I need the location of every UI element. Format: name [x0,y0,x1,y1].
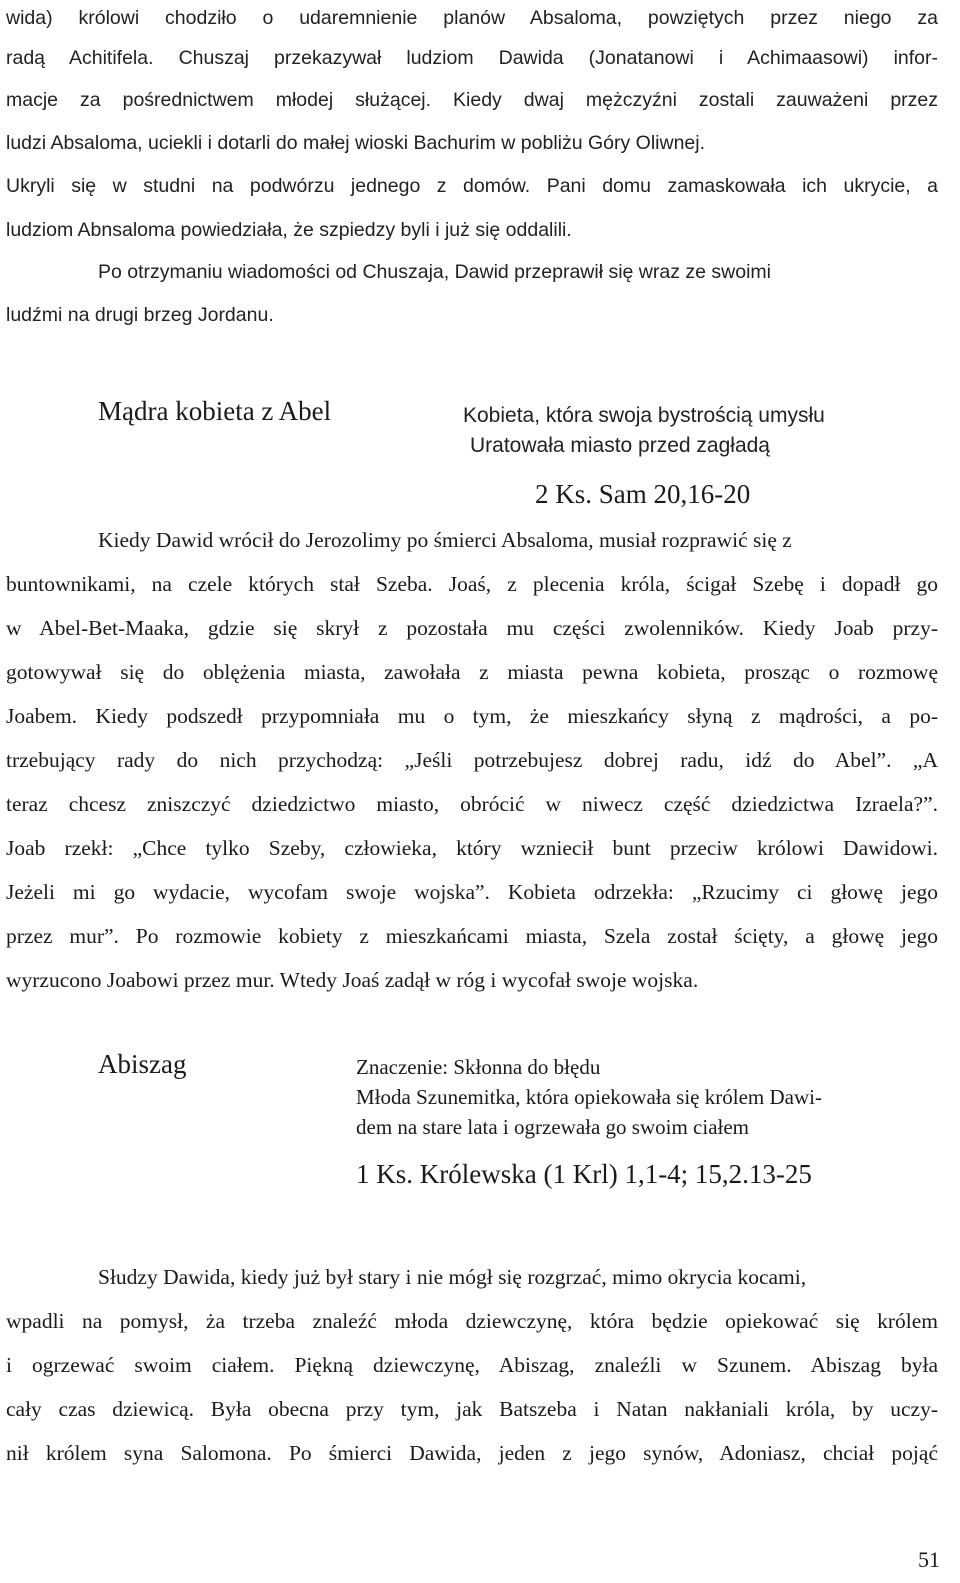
body-line: wpadli na pomysł, ża trzeba znaleźć młoda dziewczynę, która będzie opiekować się królem [6,1309,938,1333]
section-description-abel: Uratowała miasto przed zagładą [470,434,770,457]
intro-line: ludzi Absaloma, uciekli i dotarli do małej wioski Bachurim w pobliżu Góry Oliwnej. [6,132,706,154]
section-description-abiszag: Znaczenie: Skłonna do błędu [356,1055,601,1079]
page-number: 51 [918,1547,940,1572]
intro-line: wida) królowi chodziło o udaremnienie planów Absaloma, powziętych przez niego za [6,7,938,29]
intro-line: macje za pośrednictwem młodej służącej. Kiedy dwaj mężczyźni zostali zauważeni przez [6,89,938,111]
body-line: przez mur”. Po rozmowie kobiety z mieszkańcami miasta, Szela został ścięty, a głowę jego [6,924,938,948]
scripture-reference-abiszag: 1 Ks. Królewska (1 Krl) 1,1-4; 15,2.13-25 [356,1159,812,1189]
body-line: Jeżeli mi go wydacie, wycofam swoje wojska”. Kobieta odrzekła: „Rzucimy ci głowę jego [6,880,938,904]
body-line: i ogrzewać swoim ciałem. Piękną dziewczynę, Abiszag, znaleźli w Szunem. Abiszag była [6,1353,938,1377]
body-line: gotowywał się do oblężenia miasta, zawołała z miasta pewna kobieta, prosząc o rozmowę [6,660,938,684]
body-line: trzebujący rady do nich przychodzą: „Jeśli potrzebujesz dobrej radu, idź do Abel”. „A [6,748,938,772]
body-line: nił królem syna Salomona. Po śmierci Dawida, jeden z jego synów, Adoniasz, chciał pojąć [6,1441,938,1465]
body-line: cały czas dziewicą. Była obecna przy tym, jak Batszeba i Natan nakłaniali króla, by uczy- [6,1397,938,1421]
intro-line: radą Achitifela. Chuszaj przekazywał ludziom Dawida (Jonatanowi i Achimaasowi) infor- [6,47,938,69]
body-line: w Abel-Bet-Maaka, gdzie się skrył z pozostała mu części zwolenników. Kiedy Joab przy- [6,616,938,640]
intro-line: Ukryli się w studni na podwórzu jednego z domów. Pani domu zamaskowała ich ukrycie, a [6,175,938,197]
body-line: wyrzucono Joabowi przez mur. Wtedy Joaś zadął w róg i wycofał swoje wojska. [6,968,699,992]
scripture-reference-abel: 2 Ks. Sam 20,16-20 [535,479,751,509]
body-line: buntownikami, na czele których stał Szeba. Joaś, z plecenia króla, ścigał Szebę i dopadł go [6,572,938,596]
intro-line: ludziom Abnsaloma powiedziała, że szpiedzy byli i już się oddalili. [6,219,572,241]
intro-line: Po otrzymaniu wiadomości od Chuszaja, Dawid przeprawił się wraz ze swoimi [98,261,771,283]
section-title-abel: Mądra kobieta z Abel [98,396,332,426]
section-description-abiszag: Młoda Szunemitka, która opiekowała się królem Dawi- [356,1085,822,1109]
body-line: Słudzy Dawida, kiedy już był stary i nie mógł się rozgrzać, mimo okrycia kocami, [98,1265,807,1289]
section-title-abiszag: Abiszag [98,1049,187,1079]
body-line: teraz chcesz zniszczyć dziedzictwo miasto, obrócić w niwecz część dziedzictwa Izraela?”. [6,792,938,816]
body-line: Joabem. Kiedy podszedł przypomniała mu o tym, że mieszkańcy słyną z mądrości, a po- [6,704,938,728]
intro-line: ludźmi na drugi brzeg Jordanu. [6,304,274,326]
section-description-abiszag: dem na stare lata i ogrzewała go swoim ciałem [356,1115,750,1139]
body-line: Kiedy Dawid wrócił do Jerozolimy po śmierci Absaloma, musiał rozprawić się z [98,528,792,552]
section-description-abel: Kobieta, która swoja bystrością umysłu [463,404,825,427]
body-line: Joab rzekł: „Chce tylko Szeby, człowieka, który wzniecił bunt przeciw królowi Dawidowi. [6,836,938,860]
